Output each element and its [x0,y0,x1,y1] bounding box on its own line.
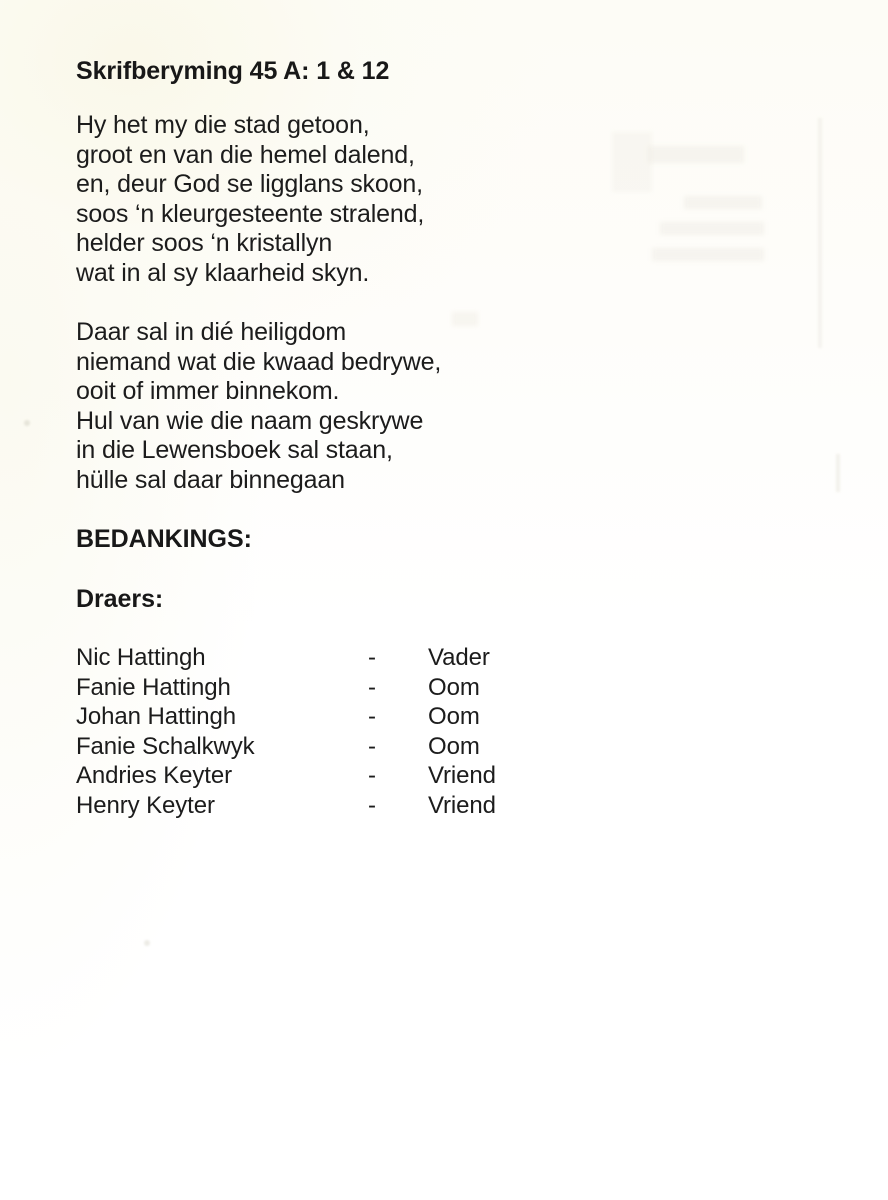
pallbearer-relation: Vriend [428,762,496,790]
pallbearer-relation: Oom [428,673,480,701]
pallbearer-separator: - [368,762,376,790]
pallbearer-relation: Oom [428,732,480,760]
pallbearer-name: Henry Keyter [76,791,215,819]
pallbearers-heading: Draers: [76,585,164,613]
table-row [76,673,628,703]
page-bleed-artifact [612,132,652,192]
pallbearer-separator: - [368,703,376,731]
table-row [76,732,628,762]
pallbearers-table [76,643,628,821]
verse-line: helder soos ‘n kristallyn [76,229,333,258]
pallbearer-name: Fanie Hattingh [76,673,231,701]
pallbearer-separator: - [368,791,376,819]
pallbearer-relation: Vader [428,644,490,671]
pallbearer-separator: - [368,732,376,760]
verse-line: soos ‘n kleurgesteente stralend, [76,199,425,228]
page-bleed-artifact [684,196,762,209]
verse-line: niemand wat die kwaad bedrywe, [76,347,442,376]
verse-line: groot en van die hemel dalend, [76,140,415,169]
table-row [76,791,628,821]
verse-line: in die Lewensboek sal staan, [76,436,393,465]
pallbearer-name: Nic Hattingh [76,644,206,671]
table-row [76,702,628,732]
pallbearer-name: Andries Keyter [76,762,233,790]
pallbearer-relation: Oom [428,703,480,731]
table-row [76,643,628,673]
table-row [76,761,628,791]
pallbearer-name: Fanie Schalkwyk [76,732,255,760]
verse-line: wat in al sy klaarheid skyn. [76,258,370,287]
hymn-title: Skrifberyming 45 A: 1 & 12 [76,57,390,85]
verse-line: Hy het my die stad getoon, [76,111,370,139]
pallbearer-relation: Vriend [428,791,496,819]
page-bleed-artifact [652,248,764,261]
pallbearer-separator: - [368,673,376,701]
pallbearer-name: Johan Hattingh [76,703,237,731]
verse-line: en, deur God se ligglans skoon, [76,170,423,199]
verse-line: hülle sal daar binnegaan [76,465,345,494]
page-bleed-artifact [836,454,840,492]
page-bleed-artifact [452,312,478,326]
page-speck-artifact [144,940,150,946]
page-speck-artifact [24,420,30,426]
page-bleed-artifact [648,146,744,163]
hymn-stanza-1 [76,111,424,289]
page-bleed-artifact [818,118,822,348]
pallbearer-separator: - [368,644,376,671]
verse-line: ooit of immer binnekom. [76,377,340,406]
hymn-stanza-2 [76,318,441,496]
verse-line: Daar sal in dié heiligdom [76,318,347,346]
page-bleed-artifact [660,222,764,235]
acknowledgements-heading: BEDANKINGS: [76,525,252,553]
verse-line: Hul van wie die naam geskrywe [76,406,424,435]
